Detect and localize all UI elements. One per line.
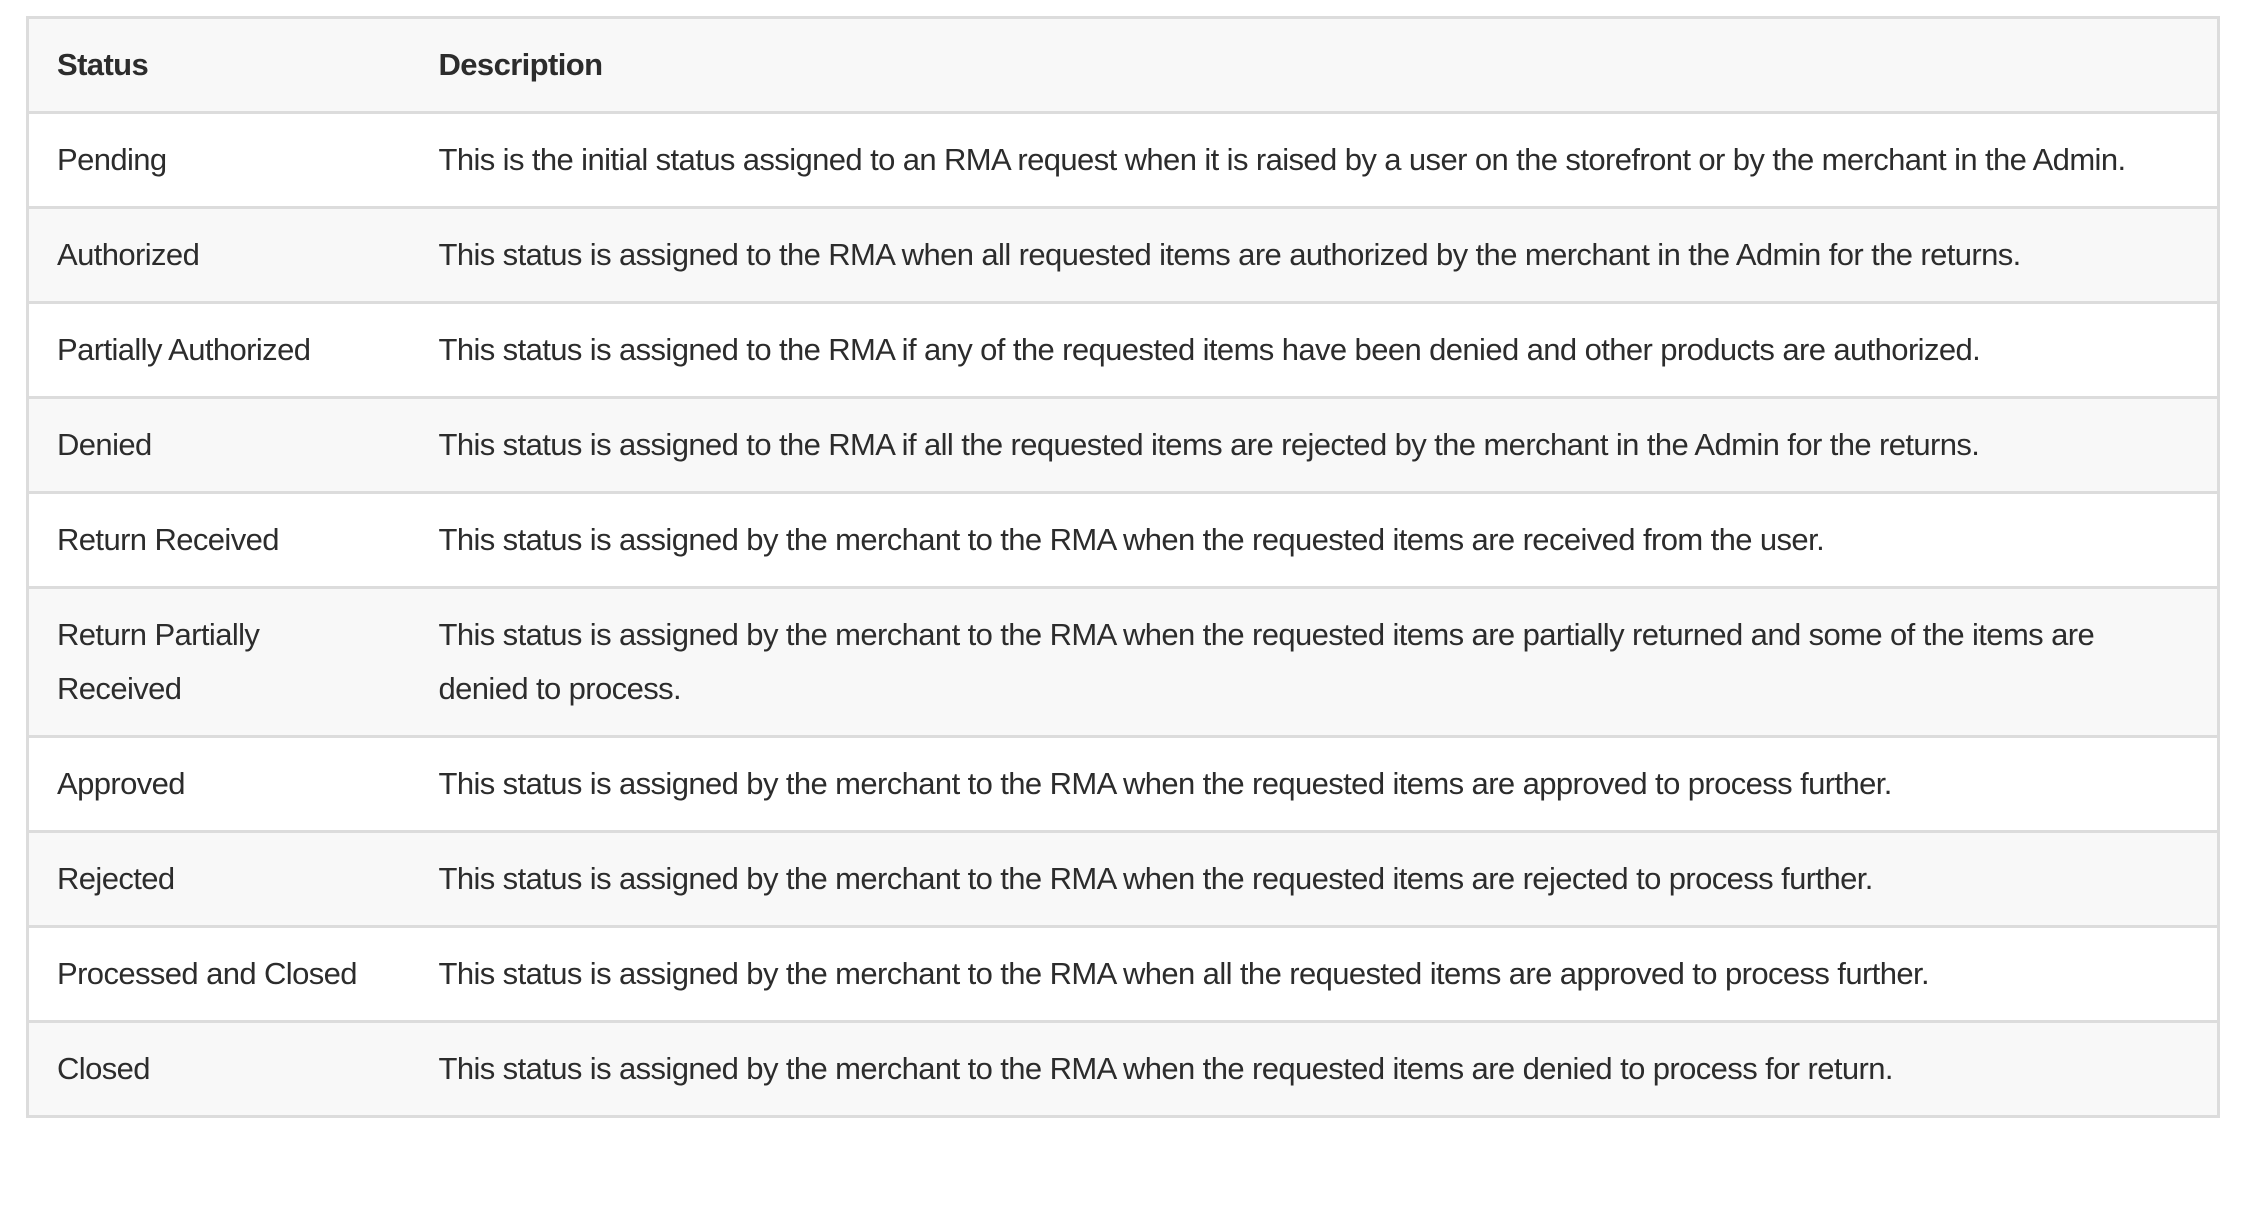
table-row <box>28 493 2219 588</box>
description-cell: This is the initial status assigned to an RMA request when it is raised by a user on the storefront or by the merchant in the Admin. <box>411 113 2219 208</box>
description-cell: This status is assigned by the merchant to the RMA when the requested items are denied to process for return. <box>411 1022 2219 1117</box>
table-row <box>28 303 2219 398</box>
description-cell: This status is assigned to the RMA if all the requested items are rejected by the merchant in the Admin for the returns. <box>411 398 2219 493</box>
description-cell: This status is assigned by the merchant to the RMA when the requested items are rejected to process further. <box>411 832 2219 927</box>
status-cell: Authorized <box>28 208 411 303</box>
description-cell: This status is assigned by the merchant to the RMA when the requested items are approved to process further. <box>411 737 2219 832</box>
description-cell: This status is assigned to the RMA when all requested items are authorized by the merchant in the Admin for the returns. <box>411 208 2219 303</box>
rma-status-table-container <box>26 16 2220 1118</box>
table-header-row <box>28 18 2219 113</box>
status-cell: Closed <box>28 1022 411 1117</box>
status-cell: Return Partially Received <box>28 588 411 737</box>
table-row <box>28 737 2219 832</box>
rma-status-table <box>26 16 2220 1118</box>
column-header-description: Description <box>411 18 2219 113</box>
table-row <box>28 398 2219 493</box>
table-row <box>28 208 2219 303</box>
table-row <box>28 927 2219 1022</box>
status-cell: Denied <box>28 398 411 493</box>
description-cell: This status is assigned by the merchant to the RMA when the requested items are received from the user. <box>411 493 2219 588</box>
status-cell: Partially Authorized <box>28 303 411 398</box>
table-row <box>28 588 2219 737</box>
description-cell: This status is assigned by the merchant to the RMA when the requested items are partially returned and some of the items are denied to process. <box>411 588 2219 737</box>
table-row <box>28 1022 2219 1117</box>
description-cell: This status is assigned to the RMA if any of the requested items have been denied and other products are authorized. <box>411 303 2219 398</box>
status-cell: Return Received <box>28 493 411 588</box>
table-row <box>28 113 2219 208</box>
column-header-status: Status <box>28 18 411 113</box>
status-cell: Approved <box>28 737 411 832</box>
table-row <box>28 832 2219 927</box>
status-cell: Rejected <box>28 832 411 927</box>
description-cell: This status is assigned by the merchant to the RMA when all the requested items are approved to process further. <box>411 927 2219 1022</box>
status-cell: Processed and Closed <box>28 927 411 1022</box>
status-cell: Pending <box>28 113 411 208</box>
